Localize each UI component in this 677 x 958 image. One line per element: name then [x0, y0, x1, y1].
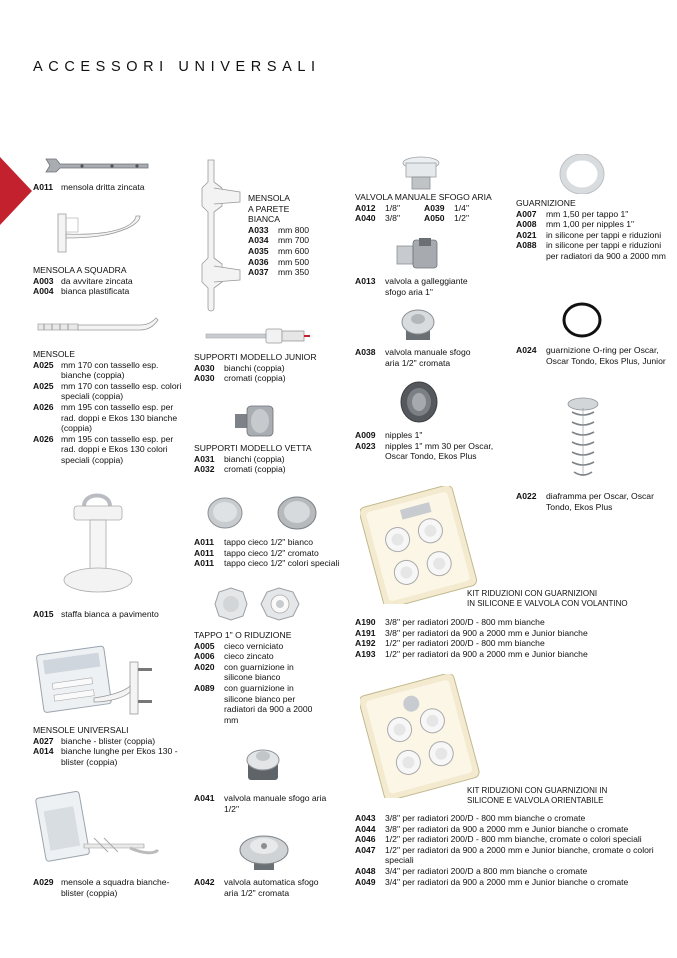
a029-block: A029 mensole a squadra bianche-blister (coppia) [33, 877, 170, 898]
mensola-parete-image [200, 158, 248, 314]
diaframma-image [566, 396, 600, 482]
valvola-automatica-image [236, 828, 292, 872]
kit-orientabile-image [360, 674, 484, 798]
tappo-riduzione-block: TAPPO 1" O RIDUZIONE A005 cieco verniciato A006 cieco zincato A020 con guarnizione in silicone bianco A089 con guarnizione in silicone bianco per radiatori da 900 a 2000 mm [194, 630, 313, 725]
a013-block: A013 valvola a galleggiante sfogo aria 1" [355, 276, 468, 297]
mensole-block: MENSOLE A025 mm 170 con tassello esp. bianche (coppia) A025 mm 170 con tassello esp. colori speciali (coppia) A026 mm 195 con tassello esp. per rad. doppi e Ekos 130 bianche (coppia) A026 mm 195 con tassello esp. per rad. doppi e Ekos 130 colori speciali (coppia) [33, 349, 182, 465]
tappo-riduzione-image [213, 586, 309, 622]
guarnizione-image [559, 154, 605, 194]
supporti-vetta-image [233, 404, 279, 438]
valvola-galleggiante-image [395, 236, 445, 272]
valvola-a038-image [398, 306, 438, 342]
mensole-universali-block: MENSOLE UNIVERSALI A027 bianche - blister (coppia) A014 bianche lunghe per Ekos 130 - blister (coppia) [33, 725, 178, 767]
a041-block: A041 valvola manuale sfogo aria 1/2" [194, 793, 327, 814]
mensola-parete-block: MENSOLA A PARETE BIANCA A033 mm 800 A034 mm 700 A035 mm 600 A036 mm 500 A037 mm 350 [248, 193, 310, 278]
page-title: ACCESSORI UNIVERSALI [33, 59, 321, 75]
kit-orientabile-block: A043 3/8" per radiatori 200/D - 800 mm bianche o cromate A044 3/8" per radiatori da 900 a 2000 mm e Junior bianche o cromate A046 1/2" per radiatori 200/D - 800 mm bianche, cromate o colori speciali A047 1/2" per radiatori da 900 a 2000 mm e Junior bianche, cromate o colori speciali A048 3/4" per radiatori 200/D a 800 mm bianche o cromate A049 3/4" per radiatori da 900 a 2000 mm e Junior bianche o cromate [355, 813, 654, 887]
o-ring-image [560, 300, 604, 340]
a024-block: A024 guarnizione O-ring per Oscar, Oscar Tondo, Ekos Plus, Junior [516, 345, 666, 366]
guarnizione-block: GUARNIZIONE A007 mm 1,50 per tappo 1" A008 mm 1,00 per nipples 1" A021 in silicone per tappi e riduzioni A088 in silicone per tappi e riduzioni per radiatori da 900 a 2000 mm [516, 198, 666, 261]
tappo-cieco-block: A011 tappo cieco 1/2" bianco A011 tappo cieco 1/2" cromato A011 tappo cieco 1/2" colori speciali [194, 537, 340, 569]
mensole-blister-image [34, 788, 164, 868]
mensole-universali-image [36, 640, 166, 720]
a042-block: A042 valvola automatica sfogo aria 1/2" cromata [194, 877, 319, 898]
supporti-junior-block: SUPPORTI MODELLO JUNIOR A030 bianchi (coppia) A030 cromati (coppia) [194, 352, 317, 384]
a022-block: A022 diaframma per Oscar, Oscar Tondo, Ekos Plus [516, 491, 654, 512]
staffa-pavimento-image [60, 488, 140, 598]
kit-orientabile-header: KIT RIDUZIONI CON GUARNIZIONI IN SILICONE E VALVOLA ORIENTABILE [467, 786, 608, 805]
supporti-junior-image [204, 325, 314, 347]
tappo-cieco-image [205, 495, 325, 531]
mensole-tassello-image [36, 316, 161, 342]
a038-block: A038 valvola manuale sfogo aria 1/2" cromata [355, 347, 471, 368]
kit-volantino-header: KIT RIDUZIONI CON GUARNIZIONI IN SILICONE E VALVOLA CON VOLANTINO [467, 589, 628, 608]
kit-volantino-image [360, 486, 480, 604]
a011-block: A011 mensola dritta zincata [33, 182, 145, 192]
valvola-manuale-a041-image [240, 742, 286, 786]
corner-tab [0, 157, 32, 225]
mensola-squadra-image [50, 208, 145, 258]
a015-block: A015 staffa bianca a pavimento [33, 609, 159, 619]
nipples-block: A009 nipples 1" A023 nipples 1" mm 30 per Oscar, Oscar Tondo, Ekos Plus [355, 430, 494, 462]
valvola-sfogo-image [398, 155, 444, 191]
supporti-vetta-block: SUPPORTI MODELLO VETTA A031 bianchi (coppia) A032 cromati (coppia) [194, 443, 312, 475]
kit-volantino-block: A190 3/8" per radiatori 200/D - 800 mm bianche A191 3/8" per radiatori da 900 a 2000 mm e Junior bianche A192 1/2" per radiatori 200/D - 800 mm bianche A193 1/2" per radiatori da 900 a 2000 mm e Junior bianche [355, 617, 588, 659]
nipples-image [397, 378, 441, 426]
mensola-squadra-block: MENSOLA A SQUADRA A003 da avvitare zincata A004 bianca plastificata [33, 265, 133, 297]
mensola-dritta-image [42, 155, 152, 175]
valvola-sfogo-block: VALVOLA MANUALE SFOGO ARIA A012 1/8" A039 1/4" A040 3/8" A050 1/2" [355, 192, 492, 224]
